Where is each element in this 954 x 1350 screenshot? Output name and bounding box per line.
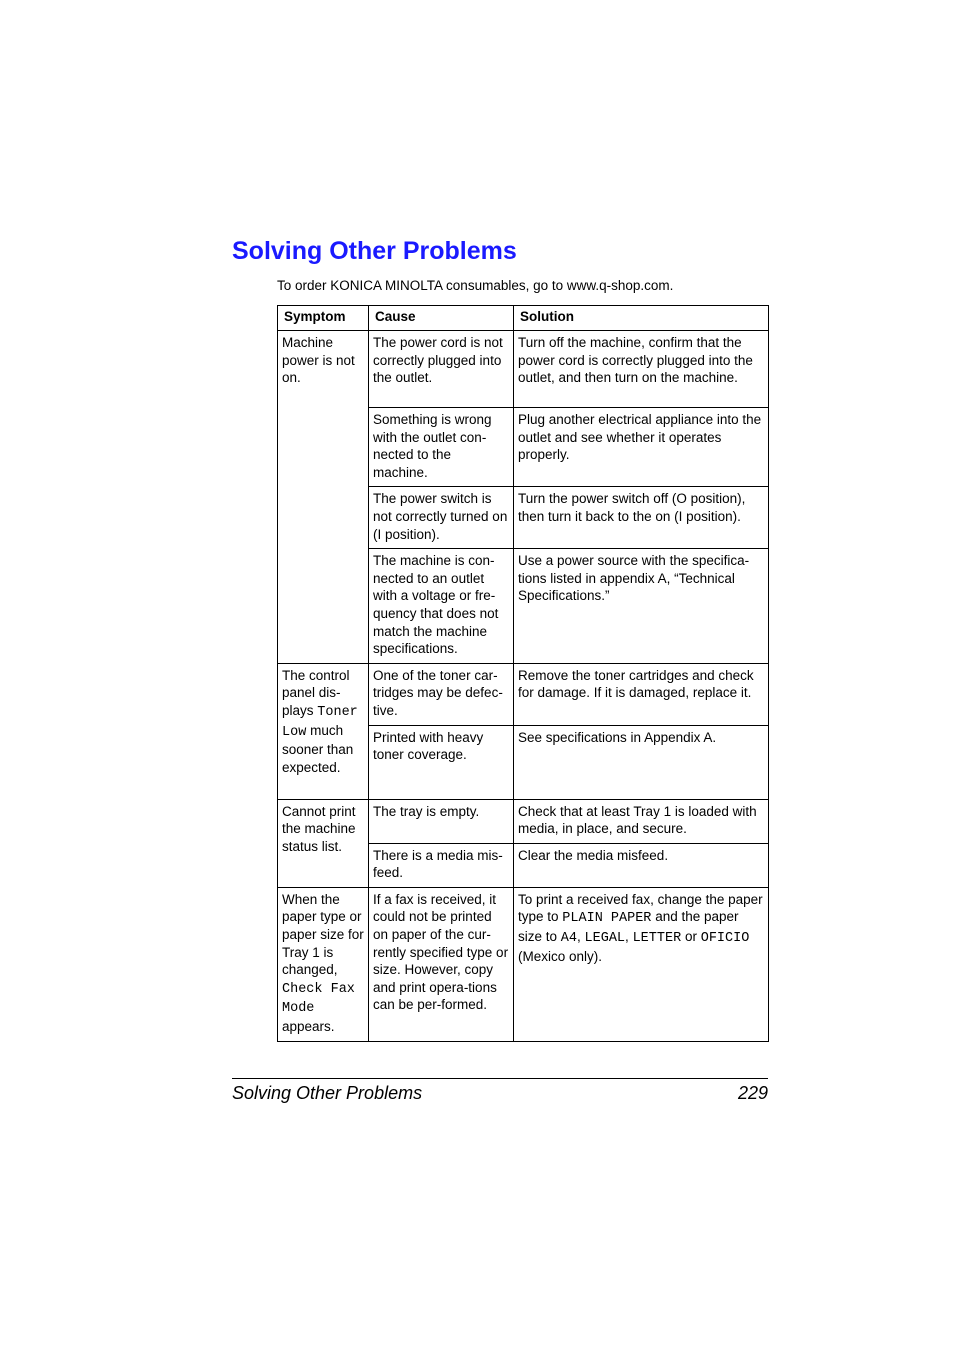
header-solution: Solution (514, 306, 769, 331)
page-title: Solving Other Problems (232, 237, 517, 265)
header-cause: Cause (369, 306, 514, 331)
header-symptom: Symptom (278, 306, 369, 331)
paper-size-code: LETTER (632, 931, 682, 947)
solution-cell: Turn off the machine, confirm that the power cord is correctly plugged into the outlet, and then turn on the machine. (514, 331, 769, 408)
cause-cell: There is a media mis-feed. (369, 843, 514, 887)
cause-cell: The tray is empty. (369, 799, 514, 843)
solution-text: , (577, 929, 581, 945)
footer-page-number: 229 (737, 1083, 768, 1103)
solution-text: or (684, 929, 697, 945)
cause-cell: The machine is con-nected to an outlet with a voltage or fre-quency that does not match the machine specifications. (369, 549, 514, 664)
table-row (278, 331, 769, 408)
symptom-message-code: Toner Low (282, 704, 358, 740)
footer-divider (232, 1078, 768, 1079)
paper-size-code: A4 (560, 931, 577, 947)
symptom-text: When the paper type or paper size for Tray 1 is changed, (282, 891, 364, 978)
solution-text: To print a received fax, change the paper type to (518, 891, 763, 925)
solution-text: , (625, 929, 629, 945)
solution-text: and the paper size to (518, 909, 739, 945)
symptom-text: The control panel dis-plays (282, 667, 350, 718)
footer-section-title: Solving Other Problems (232, 1083, 423, 1103)
solution-cell: Turn the power switch off (O position), then turn it back to the on (I position). (514, 487, 769, 549)
symptom-message-code: Check Fax Mode (282, 981, 355, 1017)
symptom-cell (278, 663, 369, 799)
symptom-cell: Cannot print the machine status list. (278, 799, 369, 887)
symptom-cell (278, 887, 369, 1041)
symptom-text: appears. (282, 1019, 335, 1035)
cause-cell: One of the toner car-tridges may be defec-tive. (369, 663, 514, 725)
solution-cell (514, 887, 769, 1041)
troubleshooting-table (277, 305, 769, 1042)
cause-cell: Something is wrong with the outlet con-nected to the machine. (369, 408, 514, 487)
cause-cell: The power switch is not correctly turned on (I position). (369, 487, 514, 549)
table-row (278, 663, 769, 725)
solution-cell: Plug another electrical appliance into the outlet and see whether it operates properly. (514, 408, 769, 487)
table-header-row (278, 306, 769, 331)
solution-cell: Clear the media misfeed. (514, 843, 769, 887)
symptom-text: much sooner than expected. (282, 722, 354, 775)
paper-type-code: PLAIN PAPER (562, 911, 652, 927)
solution-cell: Remove the toner cartridges and check for damage. If it is damaged, replace it. (514, 663, 769, 725)
cause-cell: The power cord is not correctly plugged into the outlet. (369, 331, 514, 408)
paper-size-code: OFICIO (700, 931, 750, 947)
table-row (278, 799, 769, 843)
solution-cell: Check that at least Tray 1 is loaded with media, in place, and secure. (514, 799, 769, 843)
solution-cell: See specifications in Appendix A. (514, 725, 769, 799)
paper-size-code: LEGAL (584, 931, 626, 947)
symptom-cell: Machine power is not on. (278, 331, 369, 664)
solution-cell: Use a power source with the specifica-tions listed in appendix A, “Technical Specifications.” (514, 549, 769, 664)
cause-cell: Printed with heavy toner coverage. (369, 725, 514, 799)
cause-cell: If a fax is received, it could not be printed on paper of the cur-rently specified type or size. However, copy and print opera-tions can be per-formed. (369, 887, 514, 1041)
intro-text: To order KONICA MINOLTA consumables, go to www.q-shop.com. (277, 278, 674, 293)
table-row (278, 887, 769, 1041)
solution-text: (Mexico only). (518, 948, 603, 964)
